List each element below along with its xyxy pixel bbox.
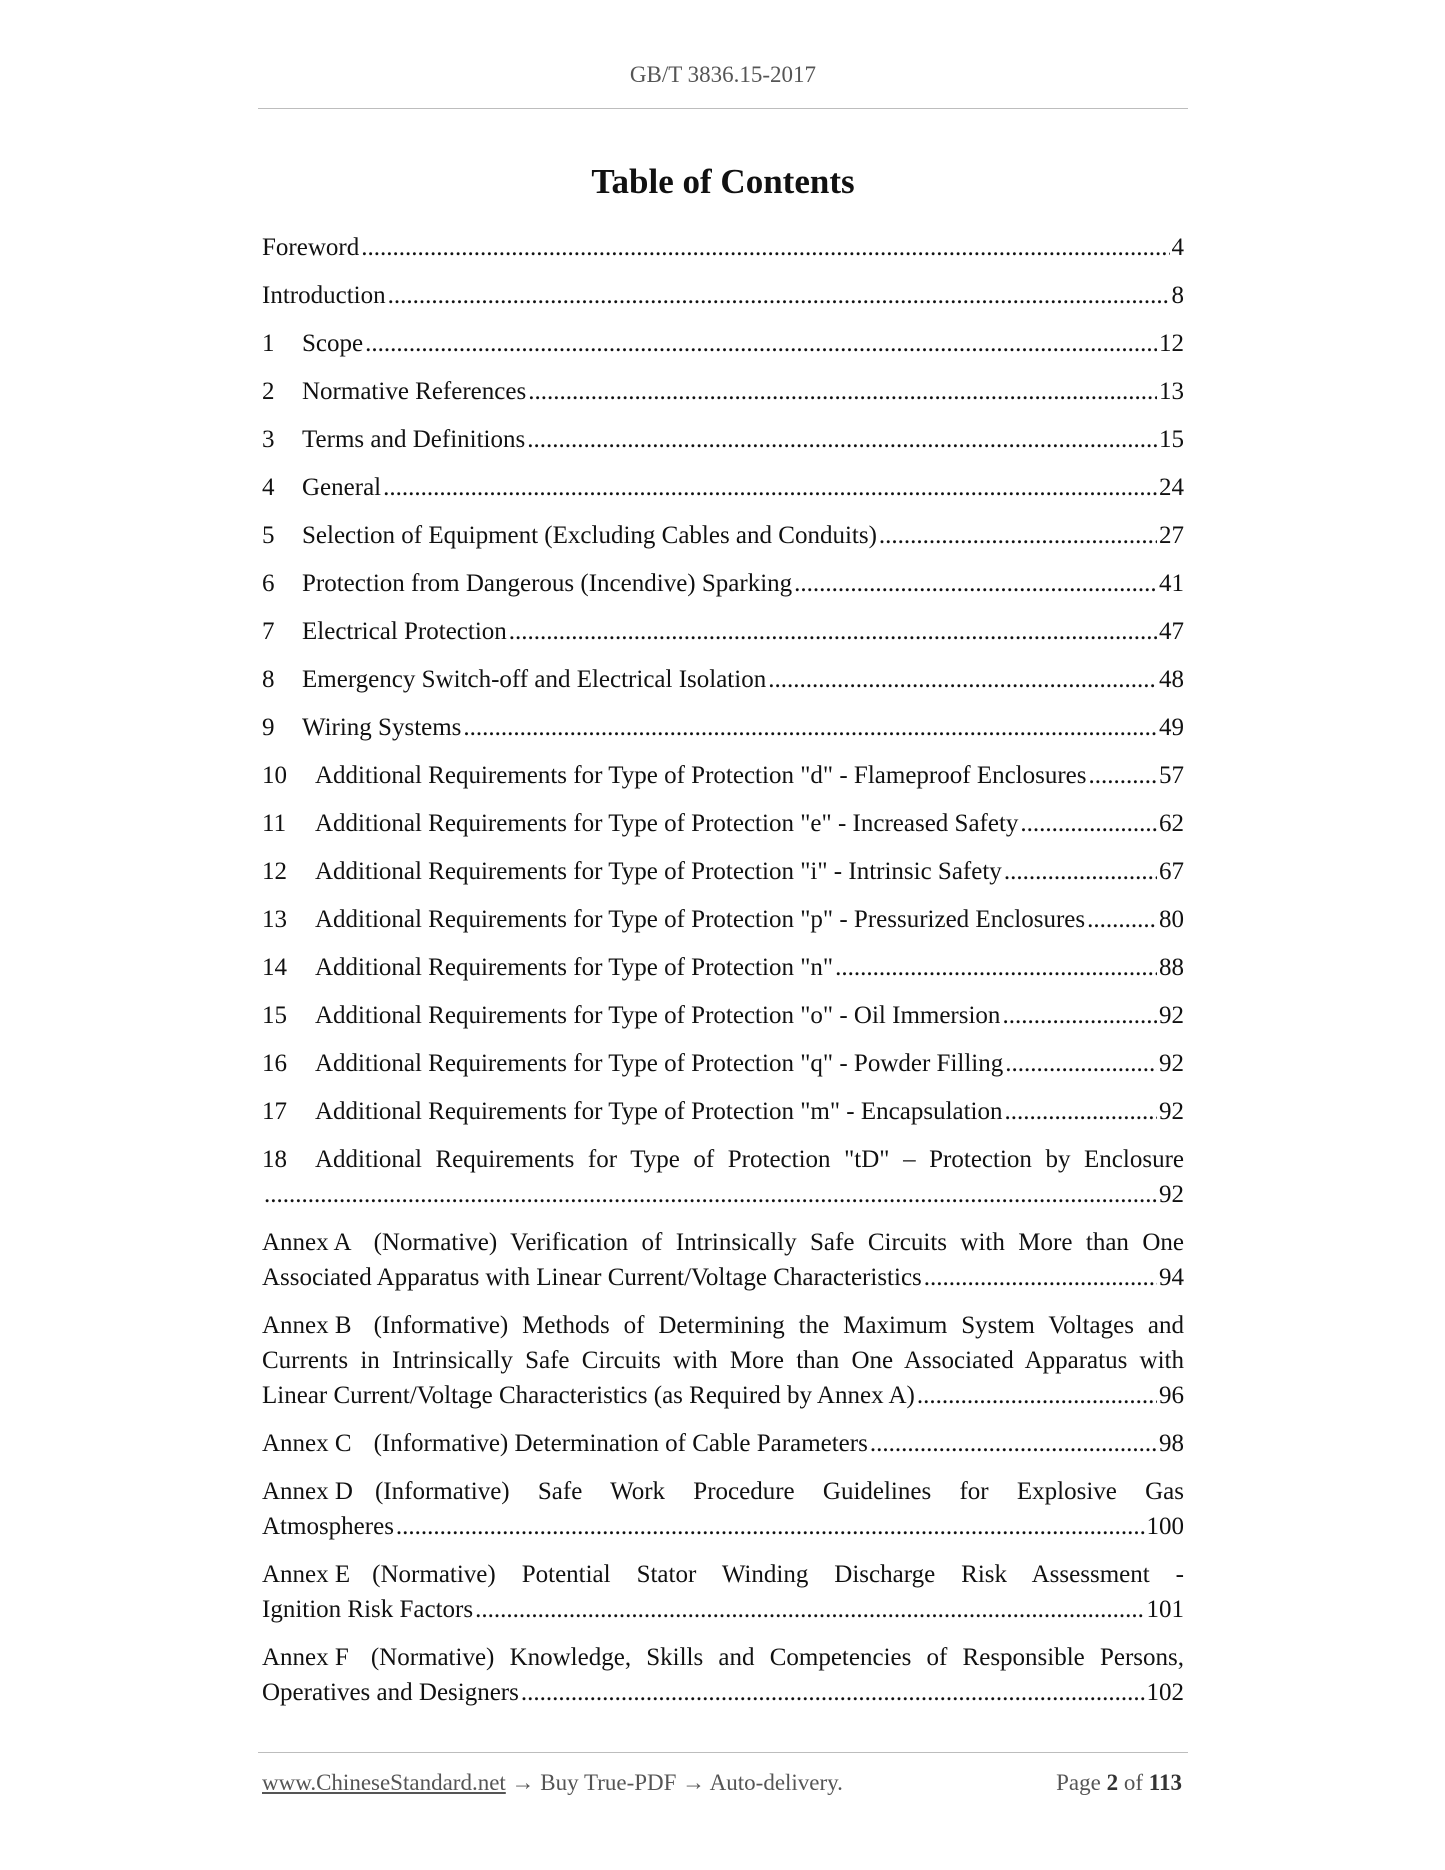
toc-label: Wiring Systems — [302, 714, 462, 741]
clause-number: 2 — [262, 378, 275, 405]
toc-label: Additional Requirements for Type of Protection "i" - Intrinsic Safety — [315, 858, 1002, 885]
toc-entry-clause-14[interactable] — [262, 950, 1184, 985]
page-indicator — [1056, 1770, 1182, 1796]
leader-dots — [870, 1426, 1157, 1461]
toc-page-number: 94 — [1159, 1264, 1184, 1291]
toc-entry-clause-15[interactable] — [262, 998, 1184, 1033]
toc-page-number: 88 — [1159, 954, 1184, 981]
toc-page-number: 92 — [1159, 1050, 1184, 1077]
toc-label: (Normative) Potential Stator Winding Discharge Risk Assessment - — [372, 1561, 1184, 1588]
toc-page-number: 27 — [1159, 522, 1184, 549]
page-word: Page — [1056, 1770, 1101, 1795]
footer-promo: → Buy True-PDF → Auto-delivery. — [511, 1770, 843, 1795]
leader-dots — [924, 1260, 1157, 1295]
current-page: 2 — [1106, 1770, 1119, 1795]
clause-number: 13 — [262, 906, 287, 933]
clause-number: 18 — [262, 1146, 287, 1173]
toc-label: (Informative) Safe Work Procedure Guidelines for Explosive Gas — [374, 1478, 1184, 1505]
toc-page-number: 80 — [1159, 906, 1184, 933]
toc-line — [262, 1640, 1184, 1675]
toc-label: Foreword — [262, 234, 360, 261]
annex-id: Annex C — [262, 1430, 352, 1457]
toc-label: Additional Requirements for Type of Protection "q" - Powder Filling — [315, 1050, 1004, 1077]
toc-label: Associated Apparatus with Linear Current/Voltage Characteristics — [262, 1264, 922, 1291]
toc-line — [262, 1675, 1184, 1710]
toc-label: Selection of Equipment (Excluding Cables and Conduits) — [302, 522, 877, 549]
toc-entry-clause-17[interactable] — [262, 1094, 1184, 1129]
toc-entry-clause-12[interactable] — [262, 854, 1184, 889]
toc-label: Additional Requirements for Type of Protection "p" - Pressurized Enclosures — [315, 906, 1086, 933]
leader-dots — [835, 950, 1157, 985]
leader-dots — [879, 518, 1157, 553]
toc-label: Protection from Dangerous (Incendive) Sparking — [302, 570, 793, 597]
toc-entry-clause-2[interactable] — [262, 374, 1184, 409]
toc-line — [262, 1474, 1184, 1509]
toc-entry-clause-1[interactable] — [262, 326, 1184, 361]
table-of-contents — [262, 230, 1184, 1723]
toc-page-number: 47 — [1159, 618, 1184, 645]
toc-line — [262, 1378, 1184, 1413]
clause-number: 6 — [262, 570, 275, 597]
toc-entry-annex-c[interactable] — [262, 1426, 1184, 1461]
toc-page-number: 101 — [1146, 1596, 1184, 1623]
leader-dots — [1005, 1046, 1157, 1081]
leader-dots — [361, 230, 1169, 265]
document-footer — [262, 1770, 1182, 1796]
toc-entry-annex-d[interactable] — [262, 1474, 1184, 1544]
toc-label: Atmospheres — [262, 1513, 394, 1540]
clause-number: 5 — [262, 522, 275, 549]
toc-page-number: 12 — [1159, 330, 1184, 357]
toc-page-number: 67 — [1159, 858, 1184, 885]
clause-number: 9 — [262, 714, 275, 741]
annex-id: Annex A — [262, 1229, 352, 1256]
clause-number: 15 — [262, 1002, 287, 1029]
toc-page-number: 62 — [1159, 810, 1184, 837]
toc-page-number: 92 — [1159, 1181, 1184, 1208]
toc-label: General — [302, 474, 382, 501]
toc-entry-introduction[interactable] — [262, 278, 1184, 313]
toc-entry-clause-7[interactable] — [262, 614, 1184, 649]
standard-code: GB/T 3836.15-2017 — [629, 62, 817, 87]
toc-label: (Informative) Methods of Determining the Maximum System Voltages and — [373, 1312, 1184, 1339]
toc-entry-clause-3[interactable] — [262, 422, 1184, 457]
toc-label: Emergency Switch-off and Electrical Isolation — [302, 666, 767, 693]
toc-label: Additional Requirements for Type of Protection "n" — [315, 954, 834, 981]
toc-entry-clause-9[interactable] — [262, 710, 1184, 745]
toc-label: Scope — [302, 330, 364, 357]
leader-dots — [1087, 902, 1157, 937]
clause-number: 3 — [262, 426, 275, 453]
toc-entry-clause-6[interactable] — [262, 566, 1184, 601]
toc-line — [262, 1592, 1184, 1627]
clause-number: 4 — [262, 474, 275, 501]
toc-entry-clause-13[interactable] — [262, 902, 1184, 937]
clause-number: 10 — [262, 762, 287, 789]
toc-label: Additional Requirements for Type of Protection "o" - Oil Immersion — [315, 1002, 1001, 1029]
toc-label: Normative References — [302, 378, 527, 405]
toc-label: Operatives and Designers — [262, 1679, 519, 1706]
toc-page-number: 96 — [1159, 1382, 1184, 1409]
document-header — [258, 62, 1188, 88]
annex-id: Annex E — [262, 1561, 351, 1588]
toc-label: Currents in Intrinsically Safe Circuits with More than One Associated Apparatus with — [262, 1347, 1184, 1374]
toc-entry-annex-a[interactable] — [262, 1225, 1184, 1295]
clause-number: 7 — [262, 618, 275, 645]
toc-page-number: 100 — [1146, 1513, 1184, 1540]
toc-entry-clause-11[interactable] — [262, 806, 1184, 841]
leader-dots — [264, 1177, 1157, 1212]
toc-page-number: 13 — [1159, 378, 1184, 405]
toc-line — [262, 1177, 1184, 1212]
toc-page-number: 92 — [1159, 1002, 1184, 1029]
toc-entry-clause-16[interactable] — [262, 1046, 1184, 1081]
toc-page-number: 92 — [1159, 1098, 1184, 1125]
leader-dots — [1089, 758, 1157, 793]
footer-divider — [258, 1752, 1188, 1753]
toc-label: Additional Requirements for Type of Protection "d" - Flameproof Enclosures — [315, 762, 1087, 789]
toc-page-number: 57 — [1159, 762, 1184, 789]
leader-dots — [1004, 854, 1157, 889]
leader-dots — [1002, 998, 1157, 1033]
toc-label: (Normative) Knowledge, Skills and Competencies of Responsible Persons, — [370, 1644, 1184, 1671]
toc-label: Linear Current/Voltage Characteristics (as Required by Annex A) — [262, 1382, 915, 1409]
toc-entry-clause-10[interactable] — [262, 758, 1184, 793]
clause-number: 1 — [262, 330, 275, 357]
clause-number: 16 — [262, 1050, 287, 1077]
toc-page-number: 48 — [1159, 666, 1184, 693]
toc-label: Additional Requirements for Type of Protection "e" - Increased Safety — [315, 810, 1019, 837]
toc-line — [262, 1308, 1184, 1343]
leader-dots — [528, 374, 1157, 409]
footer-left — [262, 1770, 843, 1796]
leader-dots — [365, 326, 1157, 361]
leader-dots — [396, 1509, 1145, 1544]
leader-dots — [768, 662, 1157, 697]
leader-dots — [917, 1378, 1157, 1413]
leader-dots — [475, 1592, 1144, 1627]
toc-page-number: 41 — [1159, 570, 1184, 597]
annex-id: Annex B — [262, 1312, 352, 1339]
toc-entry-clause-5[interactable] — [262, 518, 1184, 553]
toc-line — [262, 1343, 1184, 1378]
toc-page-number: 8 — [1171, 282, 1184, 309]
toc-label: Electrical Protection — [302, 618, 507, 645]
toc-label: Additional Requirements for Type of Protection "m" - Encapsulation — [315, 1098, 1003, 1125]
leader-dots — [388, 278, 1170, 313]
leader-dots — [463, 710, 1157, 745]
page-title: Table of Contents — [591, 162, 855, 201]
toc-entry-annex-b[interactable] — [262, 1308, 1184, 1413]
site-link[interactable]: www.ChineseStandard.net — [262, 1770, 506, 1795]
toc-page-number: 15 — [1159, 426, 1184, 453]
leader-dots — [1020, 806, 1157, 841]
toc-label: Additional Requirements for Type of Protection "tD" – Protection by Enclosure — [315, 1146, 1184, 1173]
annex-id: Annex F — [262, 1644, 349, 1671]
toc-entry-clause-18[interactable] — [262, 1142, 1184, 1212]
leader-dots — [521, 1675, 1145, 1710]
toc-line — [262, 1509, 1184, 1544]
toc-label: Terms and Definitions — [302, 426, 526, 453]
clause-number: 14 — [262, 954, 287, 981]
clause-number: 12 — [262, 858, 287, 885]
clause-number: 17 — [262, 1098, 287, 1125]
toc-line — [262, 1557, 1184, 1592]
toc-page-number: 24 — [1159, 474, 1184, 501]
leader-dots — [1005, 1094, 1158, 1129]
toc-line — [262, 1142, 1184, 1177]
toc-entry-annex-e[interactable] — [262, 1557, 1184, 1627]
leader-dots — [794, 566, 1157, 601]
clause-number: 8 — [262, 666, 275, 693]
header-divider — [258, 108, 1188, 109]
toc-line — [262, 1260, 1184, 1295]
toc-line — [262, 1225, 1184, 1260]
toc-label: Ignition Risk Factors — [262, 1596, 474, 1623]
toc-label: (Normative) Verification of Intrinsically Safe Circuits with More than One — [373, 1229, 1184, 1256]
toc-page-number: 98 — [1159, 1430, 1184, 1457]
toc-entry-clause-4[interactable] — [262, 470, 1184, 505]
leader-dots — [383, 470, 1157, 505]
total-pages: 113 — [1148, 1770, 1182, 1795]
toc-page-number: 102 — [1146, 1679, 1184, 1706]
toc-label: (Informative) Determination of Cable Parameters — [373, 1430, 868, 1457]
leader-dots — [527, 422, 1157, 457]
toc-entry-clause-8[interactable] — [262, 662, 1184, 697]
toc-page-number: 4 — [1171, 234, 1184, 261]
leader-dots — [509, 614, 1157, 649]
toc-entry-annex-f[interactable] — [262, 1640, 1184, 1710]
toc-label: Introduction — [262, 282, 386, 309]
annex-id: Annex D — [262, 1478, 353, 1505]
clause-number: 11 — [262, 810, 287, 837]
page-of: of — [1123, 1770, 1144, 1795]
toc-page-number: 49 — [1159, 714, 1184, 741]
toc-entry-foreword[interactable] — [262, 230, 1184, 265]
